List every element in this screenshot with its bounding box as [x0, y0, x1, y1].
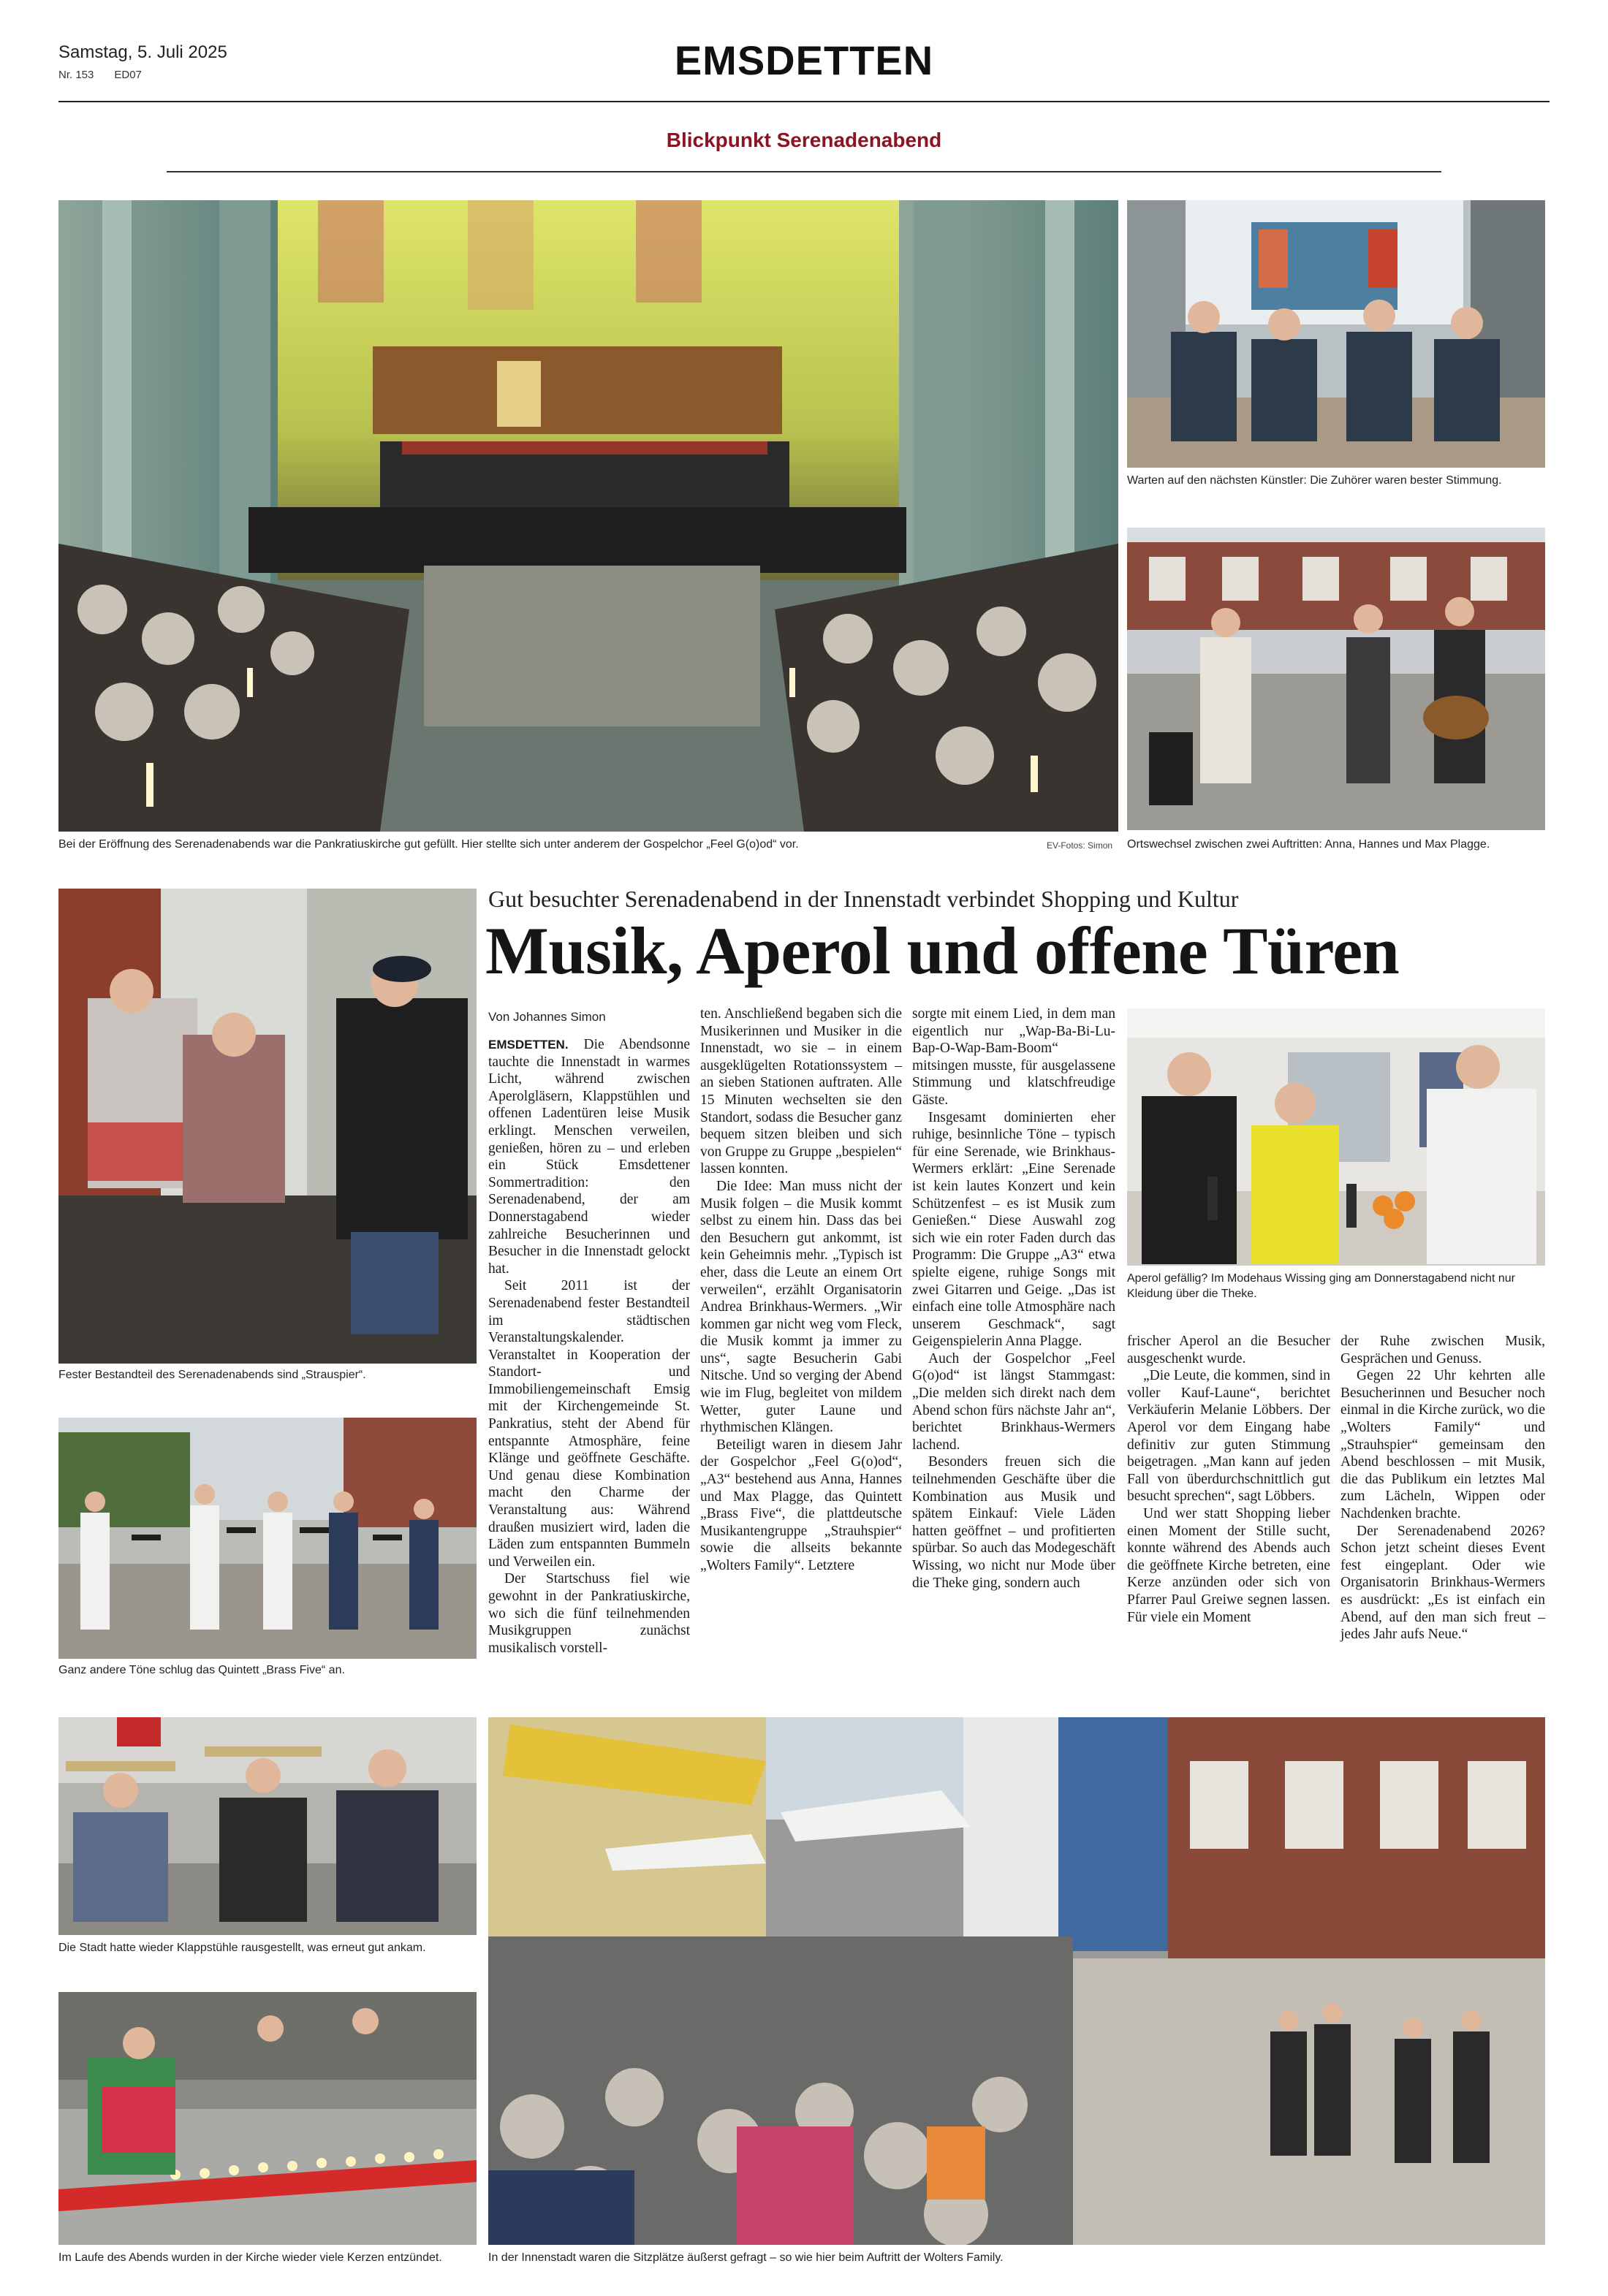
candles-photo-caption: Im Laufe des Abends wurden in der Kirche wieder viele Kerzen entzündet. — [58, 2251, 442, 2264]
topic-rule — [167, 171, 1441, 172]
issue-number: Nr. 153 — [58, 69, 94, 81]
issue-date: Samstag, 5. Juli 2025 — [58, 42, 227, 62]
folding-chairs-photo-caption: Die Stadt hatte wieder Klappstühle rausgestellt, was erneut gut ankam. — [58, 1942, 426, 1954]
article-paragraph: Insgesamt dominierten eher ruhige, besinnliche Töne – typisch für eine Serenade, wie Brinkhaus-Wermers erklärt: „Eine Serenade ist kein lautes Konzert und kein Schützenfest – es ist Musik zum Genießen.“ Diese Auswahl zog sich wie ein roter Faden durch das Programm: Die Gruppe „A3“ etwa spielte eigene, ruhige Songs mit zwei Gitarren und Geige. „Das ist einfach eine tolle Atmosphäre nach unserem Geschmack“, sagt Geigenspielerin Anna Plagge. — [912, 1109, 1115, 1350]
article-paragraph: Besonders freuen sich die teilnehmenden Geschäfte über die Kombination aus Musik und spätem Einkauf: Viele Läden hatten geöffnet – und profitierten spürbar. So auch das Modegeschäft Wissing, wo nicht nur Mode über die Theke ging, sondern auch — [912, 1454, 1115, 1591]
trio-photo-caption: Ortswechsel zwischen zwei Auftritten: Anna, Hannes und Max Plagge. — [1127, 838, 1490, 851]
article-kicker: Gut besuchter Serenadenabend in der Innenstadt verbindet Shopping und Kultur — [488, 886, 1239, 912]
article-paragraph: Seit 2011 ist der Serenadenabend fester Bestandteil im städtischen Veranstaltungskalender. Veranstaltet in Kooperation der Standort- und Immobiliengemeinschaft Emsig mit der Kirchengemeinde St. Pankratius, steht der Abend für entspannte Atmosphäre, feine Klänge und geöffnete Geschäfte. Und genau diese Kombination macht den Charme der Veranstaltung aus: Während draußen musiziert wird, laden die Läden zum entspannten Bummeln und Verweilen ein. — [488, 1278, 690, 1570]
edition-code: ED07 — [114, 69, 142, 81]
article-headline: Musik, Aperol und offene Türen — [485, 913, 1400, 988]
article-column-4 — [1127, 1333, 1330, 1626]
article-paragraph: Beteiligt waren in diesem Jahr der Gospelchor „Feel G(o)od“, „A3“ bestehend aus Anna, Hannes und Max Plagge, das Quintett „Brass Five“, die plattdeutsche Musikantengruppe „Strauhspier“ sowie die allseits bekannte „Wolters Family“. Letztere — [700, 1437, 902, 1573]
article-paragraph: Die Idee: Man muss nicht der Musik folgen – die Musik kommt selbst zu einem hin. Dass das bei den Besuchern gut ankommt, ist kein Geheimnis mehr. „Typisch ist eher, dass die Leute an einem Ort verweilen“, erzählt Organisatorin Andrea Brinkhaus-Wermers. „Wir kommen gar nicht weg vom Fleck, die Musik kommt ja immer zu uns“, sagte Besucherin Gabi Nitsche. Und so verging der Abend wie im Flug, begleitet von mildem Wetter, guter Laune und rhythmischen Klängen. — [700, 1178, 902, 1436]
article-paragraph: der Ruhe zwischen Musik, Gesprächen und Genuss. — [1340, 1334, 1545, 1366]
article-paragraph: „Die Leute, die kommen, sind in voller Kauf-Laune“, berichtet Verkäuferin Melanie Löbbers. Der Aperol vor dem Eingang habe definitiv zur guten Stimmung beigetragen. „Man kann auf jeden Fall von überdurchschnittlich gut besucht sprechen“, sagt Löbbers. — [1127, 1368, 1330, 1505]
article-paragraph: Auch der Gospelchor „Feel G(o)od“ ist längst Stammgast: „Die melden sich direkt nach dem Abend schon fürs nächste Jahr an“, berichtet Brinkhaus-Wermers lachend. — [912, 1350, 1115, 1453]
brass-five-photo-caption: Ganz andere Töne schlug das Quintett „Brass Five“ an. — [58, 1664, 345, 1676]
article-paragraph: frischer Aperol an die Besucher ausgeschenkt wurde. — [1127, 1334, 1330, 1366]
section-title: EMSDETTEN — [674, 37, 934, 83]
trio-photo — [1127, 528, 1545, 830]
article-paragraph: Der Startschuss fiel wie gewohnt in der Pankratiuskirche, wo sich die fünf teilnehmenden Musikgruppen zunächst musikalisch vorstell- — [488, 1571, 690, 1656]
article-paragraph: Gegen 22 Uhr kehrten alle Besucherinnen und Besucher noch einmal in die Kirche zurück, wo die „Wolters Family“ und „Strauhspier“ gemeinsam den Abend beschlossen – mit Musik, die das Publikum ein letztes Mal zum Lächeln, Wippen oder Nachdenken brachte. — [1340, 1368, 1545, 1521]
wolters-family-street-photo — [488, 1717, 1545, 2245]
aperol-photo-caption: Aperol gefällig? Im Modehaus Wissing ging am Donnerstagabend nicht nur Kleidung über die Theke. — [1127, 1272, 1515, 1300]
folding-chairs-photo — [58, 1717, 477, 1935]
church-choir-photo — [58, 200, 1118, 832]
topic-label: Blickpunkt Serenadenabend — [666, 129, 942, 151]
article-paragraph: Der Serenadenabend 2026? Schon jetzt scheint dieses Event fest eingeplant. Oder wie Organisatorin Brinkhaus-Wermers es ausdrückt: „Es ist einfach ein Abend, auf den man sich freut – jedes Jahr aufs Neue.“ — [1340, 1523, 1545, 1643]
article-column-2 — [700, 1006, 902, 1575]
article-paragraph: ten. Anschließend begaben sich die Musikerinnen und Musiker in die Innenstadt, wo sie – in einem ausgeklügelten Rotationssystem – an sieben Stationen auftraten. Alle 15 Minuten wechselten sie den Standort, sodass die Besucher ganz bequem sitzen bleiben und sich von Gruppe zu Gruppe „bespielen“ lassen konnten. — [700, 1006, 902, 1177]
article-column-1 — [488, 1036, 690, 1657]
article-column-3 — [912, 1006, 1115, 1592]
strauspier-photo — [58, 889, 477, 1364]
wolters-family-photo-caption: In der Innenstadt waren die Sitzplätze äußerst gefragt – so wie hier beim Auftritt der Wolters Family. — [488, 2251, 1004, 2264]
article-byline: Von Johannes Simon — [488, 1010, 606, 1024]
audience-photo-caption: Warten auf den nächsten Künstler: Die Zuhörer waren bester Stimmung. — [1127, 474, 1502, 487]
dateline: EMSDETTEN. — [488, 1038, 569, 1052]
brass-five-photo — [58, 1418, 477, 1659]
strauspier-photo-caption: Fester Bestandteil des Serenadenabends sind „Strauspier“. — [58, 1369, 366, 1381]
aperol-photo — [1127, 1008, 1545, 1266]
audience-photo — [1127, 200, 1545, 468]
article-paragraph: Und wer statt Shopping lieber einen Moment der Stille sucht, konnte während des Abends auch die geöffnete Kirche betreten, eine Kerze anzünden oder sich von Pfarrer Paul Greiwe segnen lassen. Für viele ein Moment — [1127, 1505, 1330, 1625]
photo-credit: EV-Fotos: Simon — [1047, 840, 1113, 851]
masthead-rule — [58, 101, 1550, 102]
article-paragraph: EMSDETTEN. Die Abendsonne tauchte die Innenstadt in warmes Licht, während zwischen Aperolgläsern, Klappstühlen und offenen Ladentüren leise Musik erklingt. Menschen verweilen, genießen, hören zu – und erleben ein Stück Emsdettener Sommertradition: den Serenadenabend, der am Donnerstagabend wieder zahlreiche Besucherinnen und Besucher in die Innenstadt gelockt hat. — [488, 1037, 690, 1277]
candles-photo — [58, 1992, 477, 2245]
article-paragraph: sorgte mit einem Lied, in dem man eigentlich nur „Wap-Ba-Bi-Lu-Bap-O-Wap-Bam-Boom“ mitsingen musste, für ausgelassene Stimmung und klatschfreudige Gäste. — [912, 1006, 1115, 1108]
article-column-5 — [1340, 1333, 1545, 1643]
church-photo-caption: Bei der Eröffnung des Serenadenabends war die Pankratiuskirche gut gefüllt. Hier stellte sich unter anderem der Gospelchor „Feel G(o)od“ vor. — [58, 838, 799, 851]
